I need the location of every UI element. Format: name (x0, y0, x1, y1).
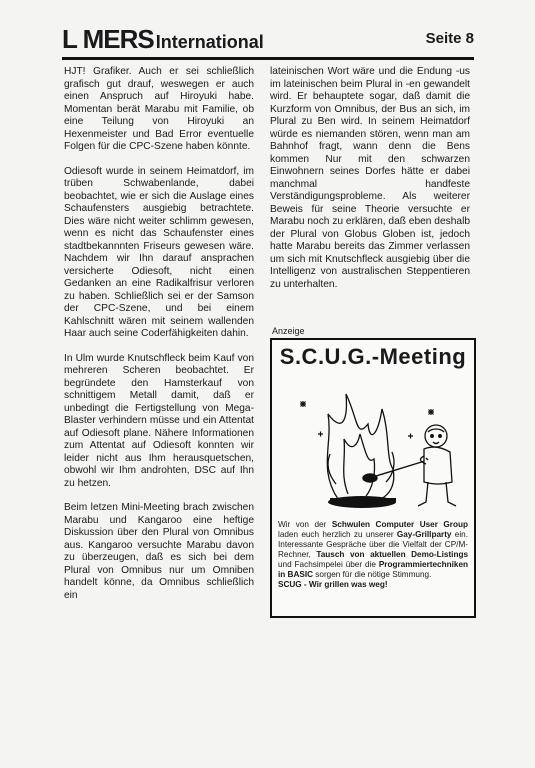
flames (327, 394, 394, 500)
page-header (62, 24, 474, 60)
header-rule (62, 57, 474, 60)
page-number: Seite 8 (425, 30, 474, 47)
paragraph: Odiesoft wurde in seinem Heimatdorf, im trüben Schwabenlande, dabei beobachtet, wie er sich die Auslage eines Schaufensters ausgiebig betrachtete. Dies wäre nicht weiter schlimm gewesen, wenn es nicht das Schaufenster eines stadtbekannnten Friseurs gewesen wäre. Nachdem wir Ihn darauf ansprachen versicherte Odiesoft, nicht einen Gedanken an eine Radikalfrisur verloren zu haben. Schließlich sei er der Samson der CPC-Szene, und bei einem Kahlschnitt wären mit seinem wallenden Haar auch seine Coderfähigkeiten dahin. (64, 165, 254, 339)
paragraph: HJT! Grafiker. Auch er sei schließlich grafisch gut drauf, weswegen er auch einen Anspruch auf Hiroyuki habe. Momentan berät Marabu mit Familie, ob eine Teilung von Hiroyuki an Hexenmeister und Bad Error eventuelle Folgen für die CPC-Szene haben könnte. (64, 66, 254, 152)
logo-main: L MERS (62, 24, 154, 54)
paragraph: In Ulm wurde Knutschfleck beim Kauf von mehreren Scheren beobachtet. Er begründete den Hamsterkauf von schnittigem Metall damit, daß er unbedingt die Fertigstellung von Mega-Blaster verhindern müsse und ein Attentat auf Odiesoft plane. Nähere Informationen zum Attentat auf Odiesoft konnten wir leider nicht aus Ihm herausquetschen, obwohl wir Ihm androhten, DSC auf Ihn zu hetzen. (64, 352, 254, 489)
magazine-logo (62, 24, 264, 57)
ad-closing: SCUG - Wir grillen was weg! (278, 580, 388, 589)
paragraph: Beim letzen Mini-Meeting brach zwischen Marabu und Kangaroo eine heftige Diskussion über den Plural von Omnibus aus. Kangaroo versuchte Marabu davon zu überzeugen, daß es sich bei dem Plural von Omnibus nur um Omniben handelt könne, da Omnibus schließlich ein (64, 502, 254, 601)
ad-title: S.C.U.G.-Meeting (279, 344, 467, 369)
cartoon-man (418, 425, 456, 506)
right-column (270, 66, 470, 291)
logs (328, 496, 396, 508)
advertisement-box (270, 338, 476, 618)
ad-label: Anzeige (272, 326, 305, 336)
bonfire-illustration (278, 374, 468, 514)
paragraph: lateinischen Wort wäre und die Endung -us im lateinischen beim Plural in -en gewandelt wird. Er behauptete sogar, daß damit die Kurzform von Omnibus, der Bus an sich, im Plural zu Ben wird. In seinem Heimatdorf würde es niemanden stören, wenn man am Bahnhof fragt, wann denn die Bens kommen Nur mit den schwarzen Einwohnern seines Dorfes hätte er dabei manchmal handfeste Verständigungsprobleme. Als weiterer Beweis für seine Theorie versuchte er Marabu noch zu erklären, daß eben deshalb der Plural von Globus Globen ist, jedoch hatte Marabu bereits das Zimmer verlassen um sich mit Knutschfleck ausgiebig über die Intelligenz von australischen Steppentieren zu unterhalten. (270, 66, 470, 290)
star-icon (300, 401, 434, 439)
logo-sub: International (155, 32, 264, 52)
ad-text: Wir von der Schwulen Computer User Group laden euch herzlich zu unserer Gay-Grillparty ein. Interessante Gespräche über die Vielfalt der CP/M-Rechner, Tausch von aktuellen Demo-Listings und Fachsimpelei über die Programmiertechniken in BASIC sorgen für die nötige Stimmung. SCUG - Wir grillen was weg! (278, 520, 469, 589)
left-column (64, 66, 254, 602)
sausage-stick (363, 460, 428, 482)
